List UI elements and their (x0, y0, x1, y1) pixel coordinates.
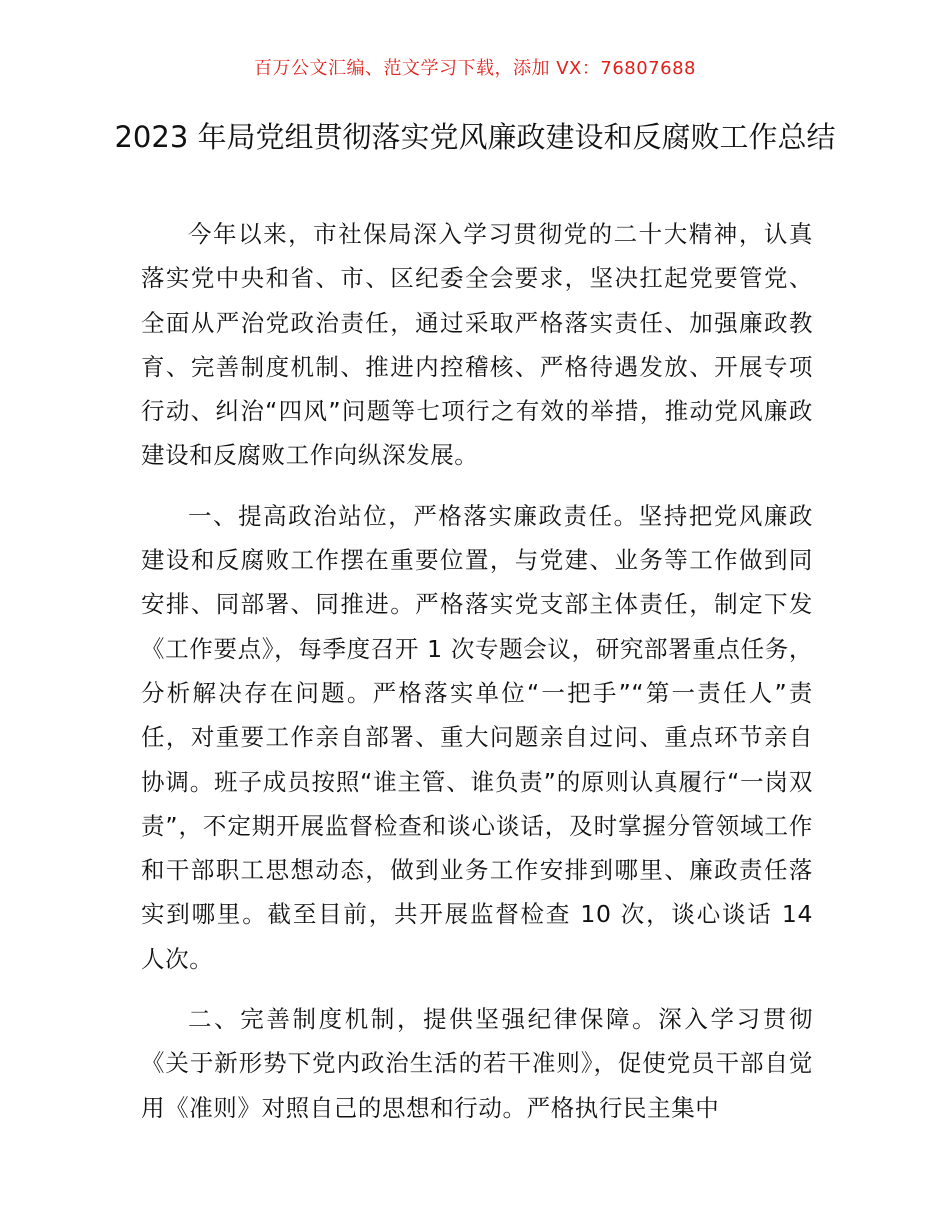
paragraph-section-2: 二、完善制度机制，提供坚强纪律保障。深入学习贯彻《关于新形势下党内政治生活的若干准则》，促使党员干部自觉用《准则》对照自己的思想和行动。严格执行民主集中 (141, 1005, 813, 1122)
paragraph-intro: 今年以来，市社保局深入学习贯彻党的二十大精神，认真落实党中央和省、市、区纪委全会要求，坚决扛起党要管党、全面从严治党政治责任，通过采取严格落实责任、加强廉政教育、完善制度机制、推进内控稽核、严格待遇发放、开展专项行动、纠治“四风”问题等七项行之有效的举措，推动党风廉政建设和反腐败工作向纵深发展。 (141, 220, 813, 470)
document-title: 2023 年局党组贯彻落实党风廉政建设和反腐败工作总结 (114, 120, 836, 154)
header-watermark-note: 百万公文汇编、范文学习下载，添加 VX：76807688 (254, 58, 696, 79)
paragraph-section-1: 一、提高政治站位，严格落实廉政责任。坚持把党风廉政建设和反腐败工作摆在重要位置，与党建、业务等工作做到同安排、同部署、同推进。严格落实党支部主体责任，制定下发《工作要点》，每季度召开 1 次专题会议，研究部署重点任务，分析解决存在问题。严格落实单位“一把手”“第一责任人”责任，对重要工作亲自部署、重大问题亲自过问、重点环节亲自协调。班子成员按照“谁主管、谁负责”的原则认真履行“一岗双责”，不定期开展监督检查和谈心谈话，及时掌握分管领域工作和干部职工思想动态，做到业务工作安排到哪里、廉政责任落实到哪里。截至目前，共开展监督检查 10 次，谈心谈话 14 人次。 (141, 501, 813, 973)
document-body (141, 212, 813, 1146)
